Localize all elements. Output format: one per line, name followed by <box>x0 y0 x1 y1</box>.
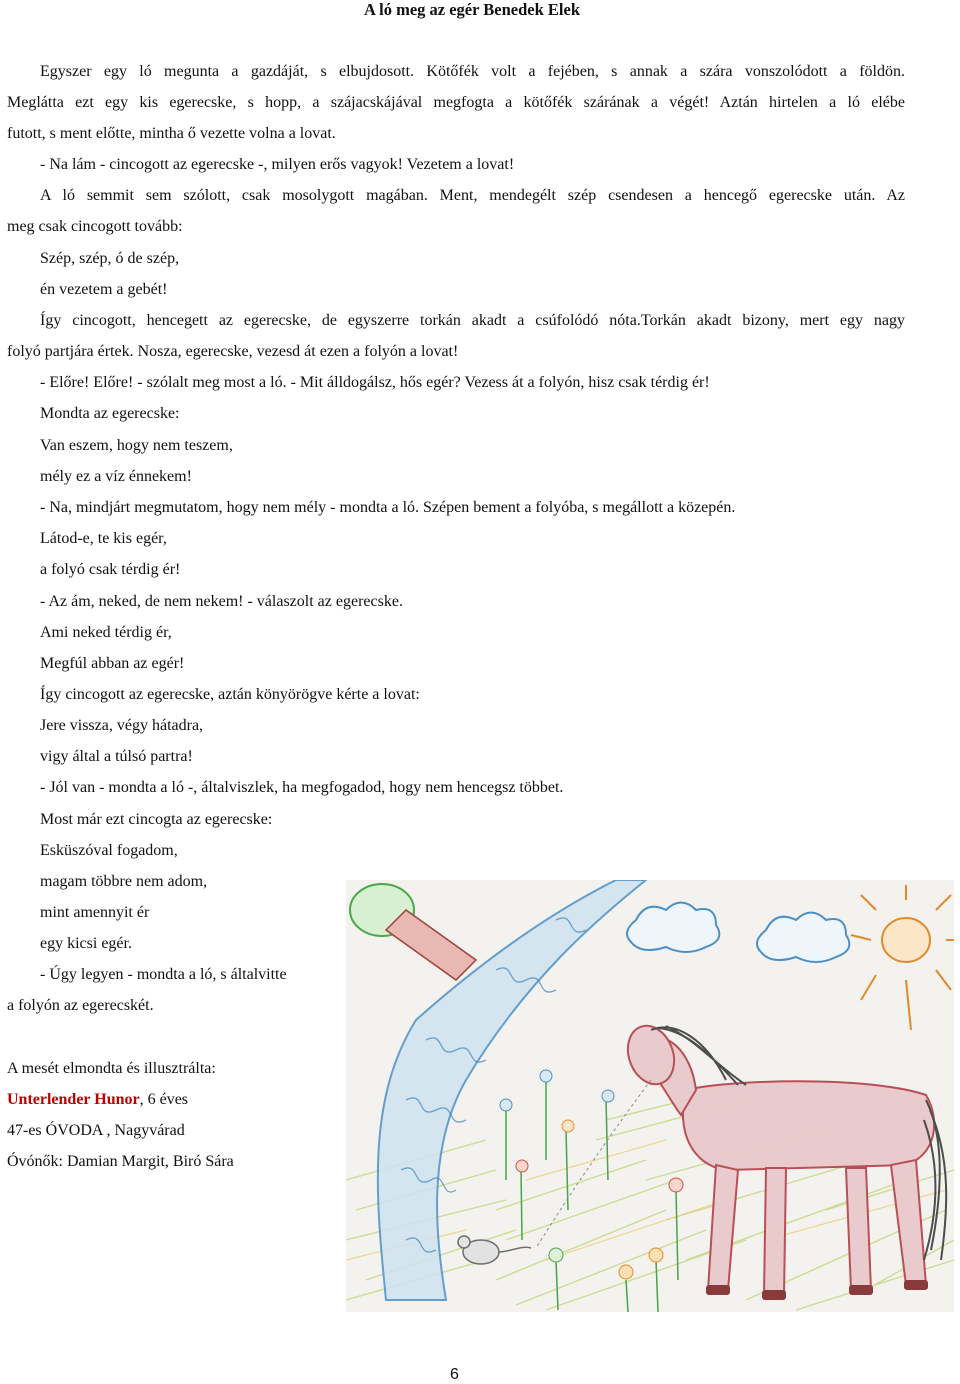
verse-line: Látod-e, te kis egér, <box>40 530 167 547</box>
story-line: Így cincogott az egerecske, aztán könyörögve kérte a lovat: <box>40 686 420 703</box>
story-line: Mondta az egerecske: <box>40 405 180 422</box>
verse-line: Szép, szép, ó de szép, <box>40 250 180 267</box>
page-title: A ló meg az egér Benedek Elek <box>364 0 580 19</box>
page-number: 6 <box>450 1366 459 1383</box>
verse-line: magam többre nem adom, <box>40 873 208 890</box>
verse-line: mély ez a víz énnekem! <box>40 468 192 485</box>
story-line: Egyszer egy ló megunta a gazdáját, s elbujdosott. Kötőfék volt a fejében, s annak a szára vonszolódott a földön. <box>40 63 905 80</box>
child-illustration <box>346 880 954 1312</box>
story-line: Most már ezt cincogta az egerecske: <box>40 811 273 828</box>
story-line: - Az ám, neked, de nem nekem! - válaszolt az egerecske. <box>40 593 403 610</box>
author-name: Unterlender Hunor <box>7 1091 140 1108</box>
verse-line: én vezetem a gebét! <box>40 281 168 298</box>
credit-school: 47-es ÓVODA , Nagyvárad <box>7 1122 185 1139</box>
verse-line: Ami neked térdig ér, <box>40 624 172 641</box>
verse-line: egy kicsi egér. <box>40 935 132 952</box>
credit-intro: A mesét elmondta és illusztrálta: <box>7 1060 216 1077</box>
verse-line: Megfúl abban az egér! <box>40 655 185 672</box>
story-line: Így cincogott, hencegett az egerecske, de egyszerre torkán akadt a csúfolódó nóta.Torkán akadt bizony, mert egy nagy <box>40 312 905 329</box>
verse-line: Jere vissza, végy hátadra, <box>40 717 204 734</box>
story-line: - Úgy legyen - mondta a ló, s általvitte <box>40 966 287 983</box>
story-line: folyó partjára értek. Nosza, egerecske, vezesd át ezen a folyón a lovat! <box>7 343 459 360</box>
story-line: a folyón az egerecskét. <box>7 997 154 1014</box>
author-age: , 6 éves <box>139 1091 189 1108</box>
verse-line: mint amennyit ér <box>40 904 150 921</box>
credit-teachers: Óvónők: Damian Margit, Biró Sára <box>7 1153 234 1170</box>
verse-line: Van eszem, hogy nem teszem, <box>40 437 233 454</box>
verse-line: a folyó csak térdig ér! <box>40 561 181 578</box>
story-line: - Előre! Előre! - szólalt meg most a ló. - Mit álldogálsz, hős egér? Vezess át a folyón, hisz csak térdig ér! <box>40 374 710 391</box>
verse-line: Esküszóval fogadom, <box>40 842 178 859</box>
story-line: - Jól van - mondta a ló -, általviszlek, ha megfogadod, hogy nem hencegsz többet. <box>40 779 564 796</box>
story-line: - Na lám - cincogott az egerecske -, milyen erős vagyok! Vezetem a lovat! <box>40 156 515 173</box>
story-line: Meglátta ezt egy kis egerecske, s hopp, a szájacskájával megfogta a kötőfék szárának a végét! Aztán hirtelen a ló elébe <box>7 94 905 111</box>
story-line: futott, s ment előtte, mintha ő vezette volna a lovat. <box>7 125 336 142</box>
story-line: - Na, mindjárt megmutatom, hogy nem mély - mondta a ló. Szépen bement a folyóba, s megállott a közepén. <box>40 499 736 516</box>
verse-line: vigy által a túlsó partra! <box>40 748 193 765</box>
story-line: A ló semmit sem szólott, csak mosolygott magában. Ment, mendegélt szép csendesen a hencegő egerecske után. Az <box>40 187 905 204</box>
story-line: meg csak cincogott tovább: <box>7 218 183 235</box>
